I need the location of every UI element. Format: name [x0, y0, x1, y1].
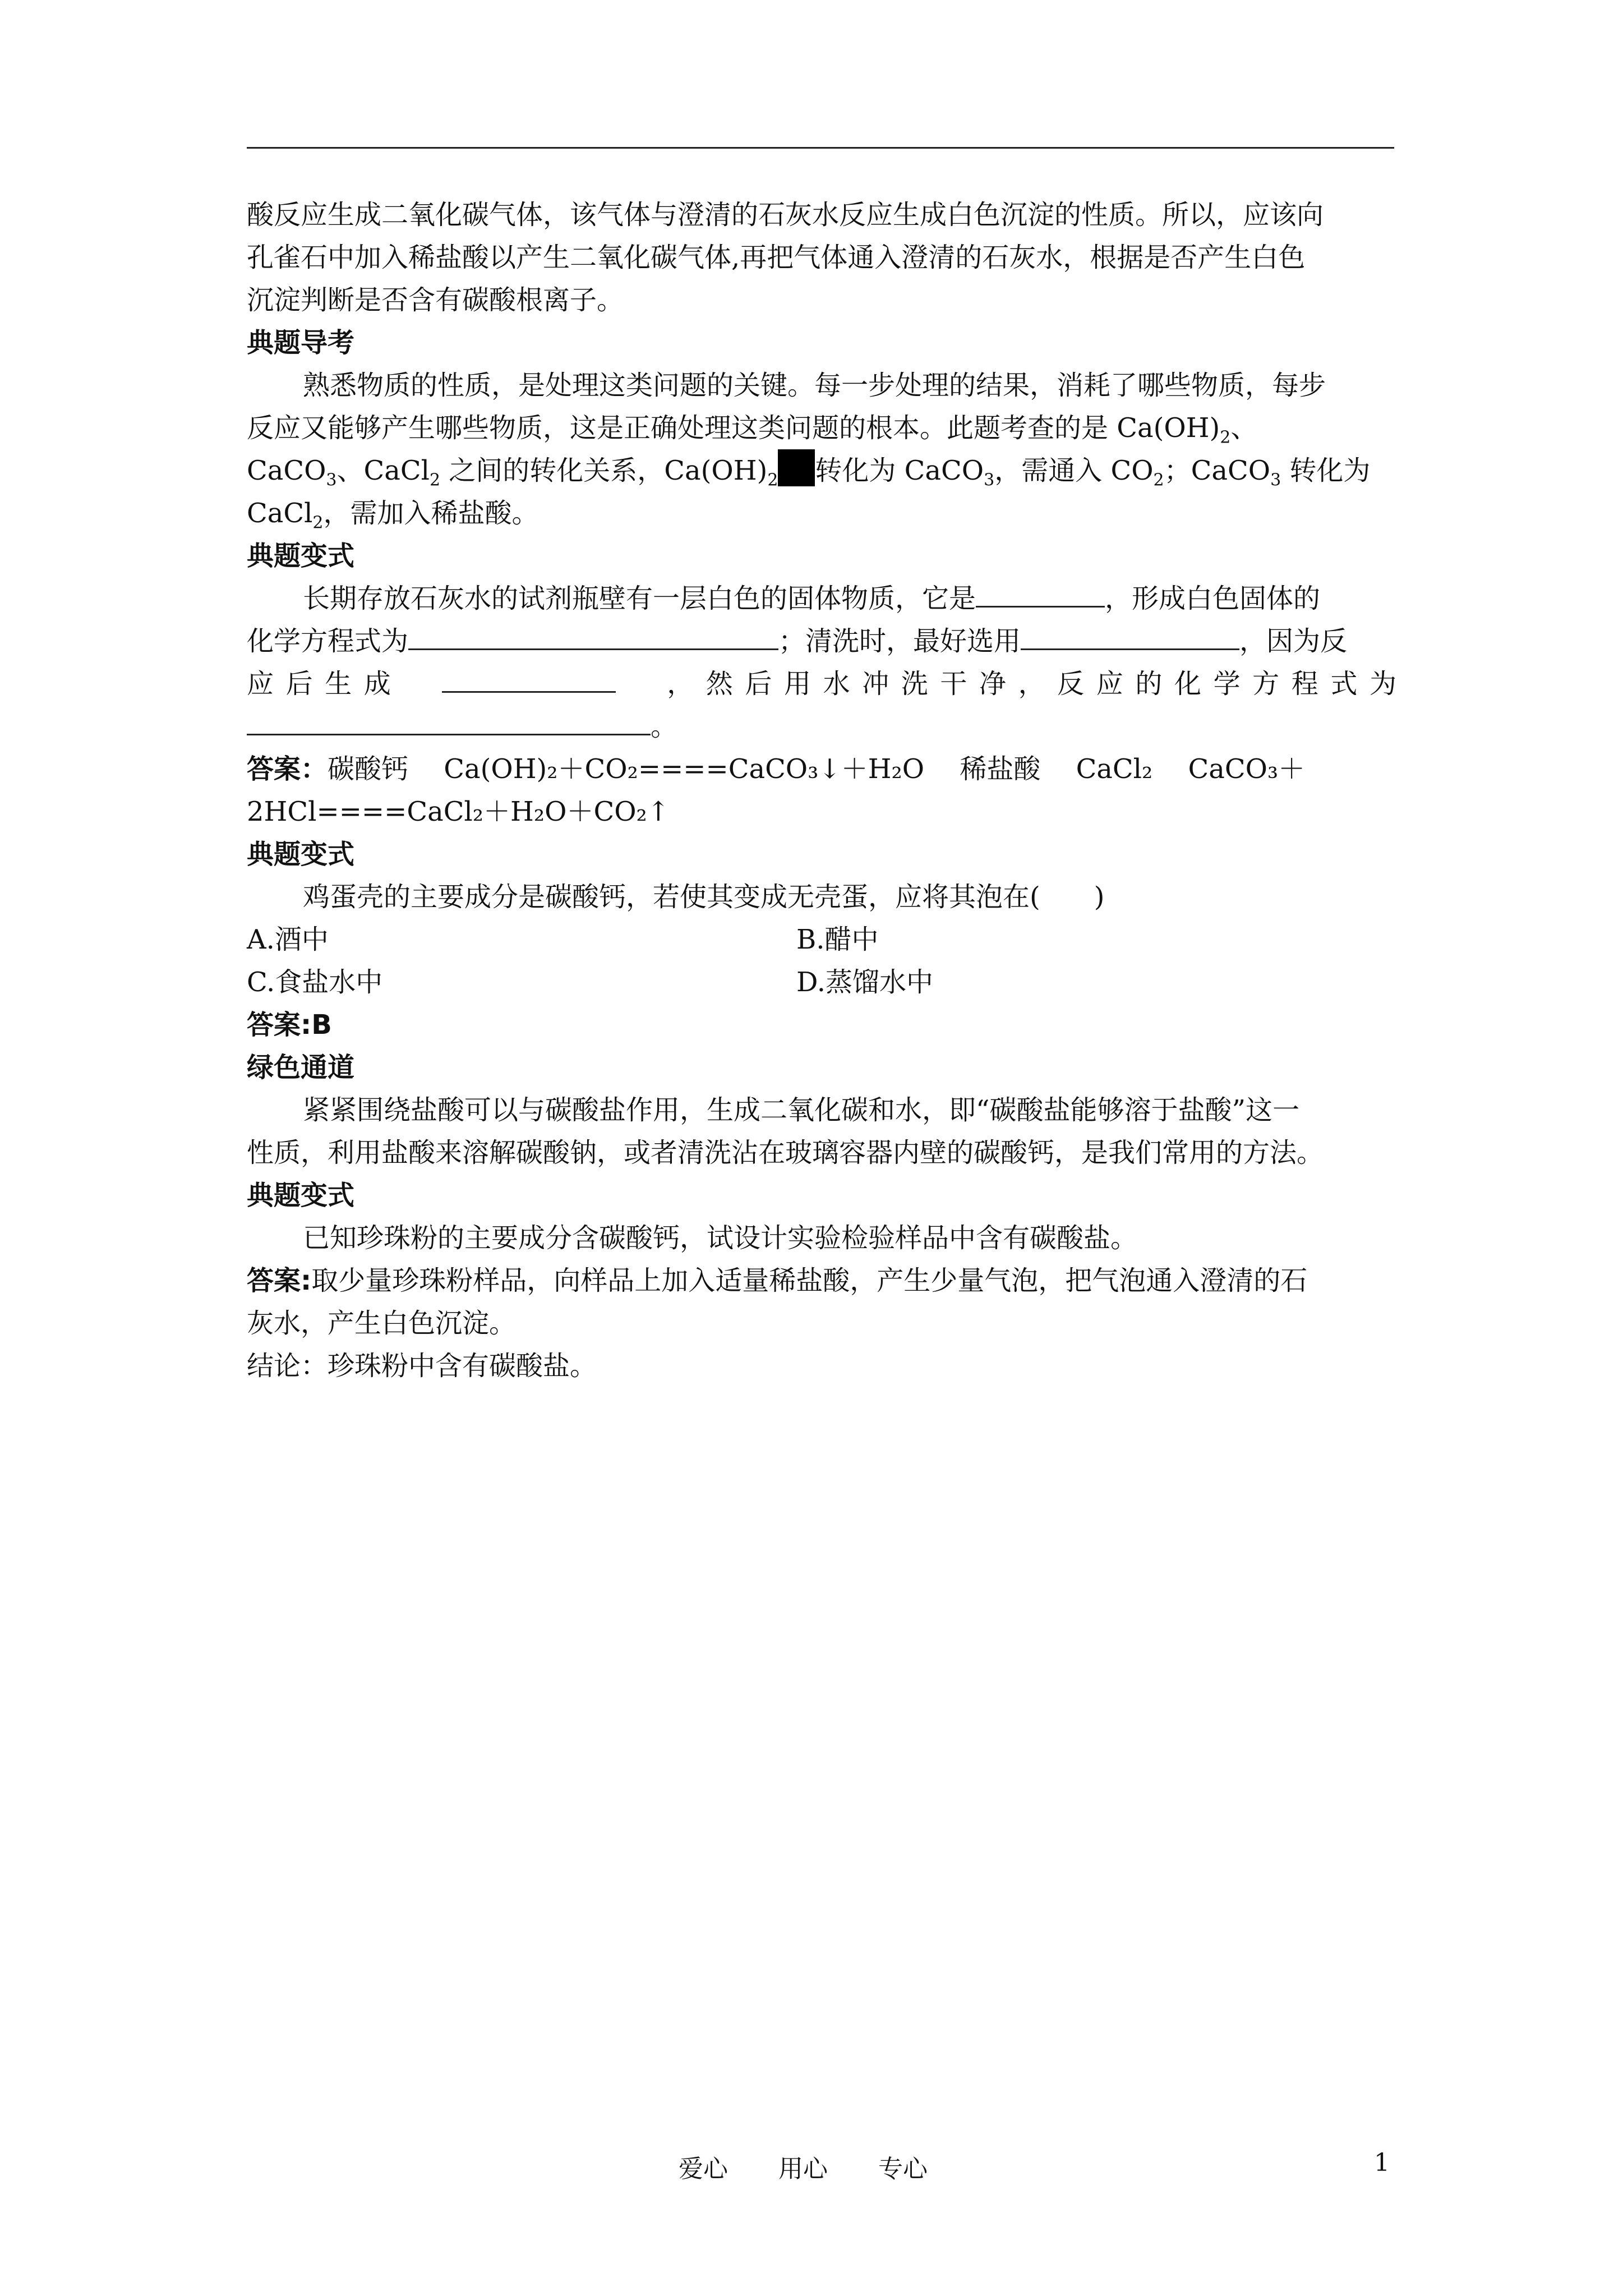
header-rule [247, 147, 1394, 149]
option-d[interactable]: D.蒸馏水中 [796, 967, 934, 998]
answer-line: 答案:B [247, 1009, 332, 1041]
footer-motto [679, 2148, 978, 2184]
option-b[interactable]: B.醋中 [796, 924, 879, 955]
option-grid [247, 918, 1396, 1004]
conclusion-line: 结论：珍珠粉中含有碳酸盐。 [247, 1350, 597, 1382]
answer-line: 答案：碳酸钙 Ca(OH)₂＋CO₂====CaCO₃↓＋H₂O 稀盐酸 CaCl₂ CaCO₃＋ [247, 753, 1306, 785]
fill-blank[interactable] [976, 579, 1105, 608]
redaction-block [778, 449, 815, 486]
paragraph-line: 熟悉物质的性质，是处理这类问题的关键。每一步处理的结果，消耗了哪些物质，每步 [303, 370, 1326, 401]
question-text: 已知珍珠粉的主要成分含碳酸钙，试设计实验检验样品中含有碳酸盐。 [303, 1222, 1138, 1254]
paragraph-line: CaCO$_3$、CaCl$_2$ 之间的转化关系，$Ca(OH)_2$ 转化为 CaCO$_3$，需通入 $CO_2$；CaCO$_3$ 转化为 [247, 449, 1396, 492]
intro-line: 酸反应生成二氧化碳气体，该气体与澄清的石灰水反应生成白色沉淀的性质。所以，应该向 [247, 199, 1324, 231]
paragraph-line: 紧紧围绕盐酸可以与碳酸盐作用，生成二氧化碳和水，即“碳酸盐能够溶于盐酸”这一 [303, 1094, 1300, 1126]
answer-line: 2HCl====CaCl₂＋H₂O＋CO₂↑ [247, 796, 670, 827]
paragraph-line: CaCl$_2$，需加入稀盐酸。 [247, 498, 539, 533]
fill-blank[interactable] [1021, 622, 1239, 650]
section-heading-dianti-bianshi: 典题变式 [247, 1180, 355, 1211]
answer-line: 答案:取少量珍珠粉样品，向样品上加入适量稀盐酸，产生少量气泡，把气泡通入澄清的石 [247, 1265, 1308, 1296]
footer-item: 用心 [778, 2155, 828, 2183]
paragraph-line: 长期存放石灰水的试剂瓶壁有一层白色的固体物质，它是 ，形成白色固体的 [247, 577, 1396, 620]
section-heading-dianti-daokao: 典题导考 [247, 327, 355, 358]
paragraph-line: 性质，利用盐酸来溶解碳酸钠，或者清洗沾在玻璃容器内壁的碳酸钙，是我们常用的方法。 [247, 1137, 1324, 1168]
option-c[interactable]: C.食盐水中 [247, 967, 383, 998]
paragraph-line: 应后生成 ，然后用水冲洗干净，反应的化学方程式为 [247, 662, 1396, 705]
section-heading-dianti-bianshi: 典题变式 [247, 540, 355, 572]
paragraph-line: 。 [247, 705, 1396, 748]
fill-blank[interactable] [408, 622, 778, 650]
answer-line: 灰水，产生白色沉淀。 [247, 1308, 517, 1339]
paragraph-line: 反应又能够产生哪些物质，这是正确处理这类问题的根本。此题考查的是 $Ca(OH)_2$、 [247, 412, 1258, 448]
question-text: 鸡蛋壳的主要成分是碳酸钙，若使其变成无壳蛋，应将其泡在( ) [303, 881, 1105, 913]
option-a[interactable]: A.酒中 [247, 924, 329, 955]
document-body [247, 194, 1396, 1387]
footer-item: 专心 [878, 2155, 928, 2183]
intro-line: 孔雀石中加入稀盐酸以产生二氧化碳气体,再把气体通入澄清的石灰水，根据是否产生白色 [247, 242, 1306, 273]
section-heading-dianti-bianshi: 典题变式 [247, 839, 355, 870]
intro-line: 沉淀判断是否含有碳酸根离子。 [247, 284, 624, 316]
footer-item: 爱心 [679, 2155, 728, 2183]
fill-blank[interactable] [247, 707, 651, 735]
paragraph-line: 化学方程式为 ；清洗时，最好选用 ，因为反 [247, 620, 1396, 662]
section-heading-lvse-tongdao: 绿色通道 [247, 1052, 355, 1083]
fill-blank[interactable] [442, 664, 616, 693]
page-number: 1 [1374, 2148, 1390, 2177]
